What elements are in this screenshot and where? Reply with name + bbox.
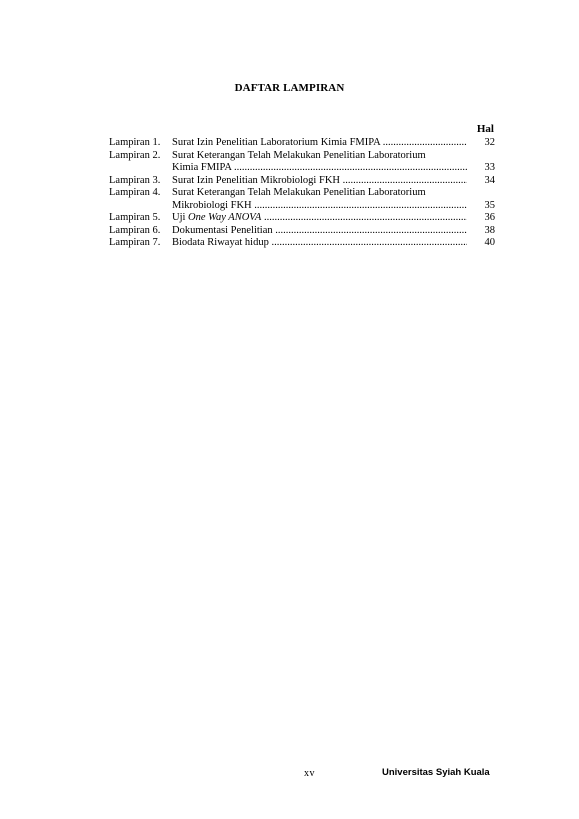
list-item [109, 237, 495, 250]
appendix-label: Lampiran 4. [109, 187, 161, 198]
list-item-continuation [109, 162, 495, 175]
appendix-title: Surat Izin Penelitian Laboratorium Kimia FMIPA ..... [172, 137, 467, 150]
appendix-title-prefix: Uji [172, 212, 189, 223]
appendix-title [172, 212, 467, 225]
appendix-title: Surat Keterangan Telah Melakukan Penelitian Laboratorium [172, 187, 426, 198]
page-number: 32 [484, 137, 495, 148]
appendix-title-continued: Mikrobiologi FKH ..... [172, 200, 467, 213]
list-item [109, 137, 495, 150]
page-number: 35 [484, 199, 495, 211]
page-number: 33 [484, 162, 495, 173]
page-title: DAFTAR LAMPIRAN [234, 82, 345, 94]
footer-university: Universitas Syiah Kuala [382, 767, 490, 778]
appendix-title-italic: One Way ANOVA [188, 212, 262, 223]
appendix-label: Lampiran 7. [109, 237, 161, 248]
appendix-label: Lampiran 5. [109, 212, 161, 223]
appendix-title: Dokumentasi Penelitian ..... [172, 225, 467, 238]
appendix-list [109, 137, 495, 250]
appendix-label: Lampiran 3. [109, 174, 161, 186]
list-item [109, 212, 495, 225]
appendix-title: Biodata Riwayat hidup ..... [172, 237, 467, 250]
page-number: 36 [484, 212, 495, 223]
appendix-title: Surat Izin Penelitian Mikrobiologi FKH ..... [172, 175, 467, 188]
list-item [109, 187, 495, 200]
list-item-continuation [109, 200, 495, 213]
list-item [109, 225, 495, 238]
footer-page-number: xv [304, 768, 315, 779]
appendix-label: Lampiran 6. [109, 224, 161, 236]
page-number: 38 [484, 224, 495, 236]
appendix-label: Lampiran 1. [109, 137, 161, 148]
page-number: 34 [484, 174, 495, 186]
appendix-title: Surat Keterangan Telah Melakukan Penelitian Laboratorium [172, 149, 426, 161]
appendix-title-continued: Kimia FMIPA ..... [172, 162, 467, 175]
list-item [109, 175, 495, 188]
list-item [109, 150, 495, 163]
hal-column-header: Hal [476, 123, 494, 135]
appendix-label: Lampiran 2. [109, 149, 161, 161]
page-number: 40 [484, 237, 495, 248]
